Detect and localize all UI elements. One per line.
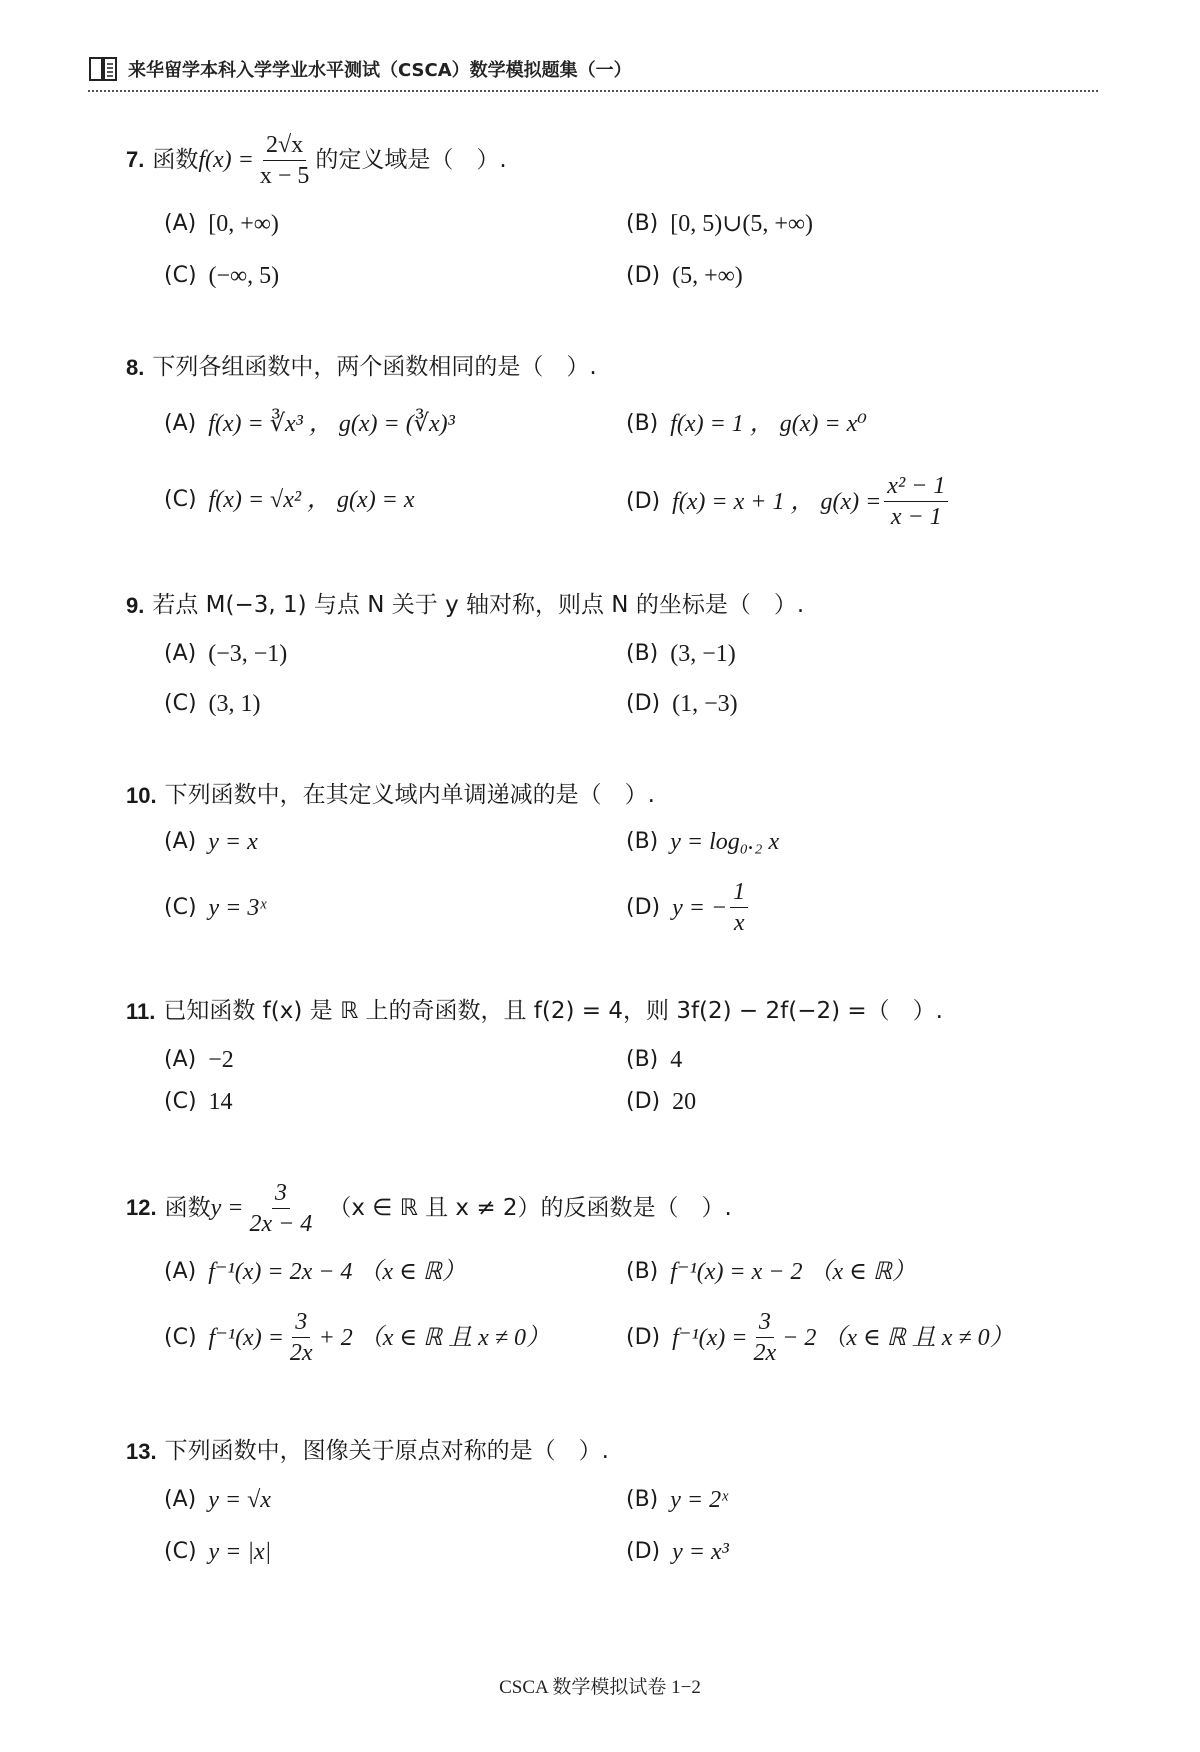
option-text: y = 3ˣ	[208, 895, 267, 921]
option-label: (A)	[164, 211, 197, 236]
option-text: f(x) = 1 ， g(x) = x⁰	[670, 411, 867, 437]
option-label: (D)	[626, 1324, 661, 1350]
option-label: (A)	[164, 1487, 197, 1512]
question-stem-fraction	[246, 1181, 315, 1236]
question-stem: 若点 M(−3, 1) 与点 N 关于 y 轴对称，则点 N 的坐标是（ ）.	[152, 592, 805, 618]
option-label: (A)	[164, 1259, 197, 1284]
page-footer: CSCA 数学模拟试卷 1−2	[499, 1677, 701, 1698]
question-number: 13.	[126, 1438, 157, 1464]
question-stem: 下列各组函数中，两个函数相同的是（ ）.	[152, 354, 597, 380]
question-stem: 已知函数 f(x) 是 ℝ 上的奇函数，且 f(2) = 4，则 3f(2) − 2f(−2) =（ ）.	[163, 998, 943, 1024]
question-8	[126, 356, 597, 379]
option-label: (C)	[164, 691, 197, 716]
option-11c[interactable]	[164, 1090, 233, 1114]
question-9	[126, 594, 804, 617]
option-7c[interactable]	[164, 264, 279, 288]
option-9b[interactable]	[626, 642, 736, 666]
option-11a[interactable]	[164, 1048, 234, 1072]
question-stem-math: y =	[210, 1195, 244, 1221]
option-12c[interactable]	[164, 1310, 550, 1365]
option-10a[interactable]	[164, 830, 258, 854]
option-text-prefix: f⁻¹(x) =	[208, 1324, 284, 1351]
question-number: 10.	[126, 782, 157, 808]
question-stem-prefix: 函数	[164, 1194, 211, 1221]
question-stem-suffix: （x ∈ ℝ 且 x ≠ 2）的反函数是（ ）.	[328, 1194, 732, 1221]
header-divider	[88, 90, 1098, 92]
option-label: (D)	[626, 691, 661, 716]
option-12a[interactable]	[164, 1260, 466, 1284]
question-stem-prefix: 函数	[152, 146, 199, 173]
option-9a[interactable]	[164, 642, 287, 666]
option-fraction	[287, 1310, 316, 1365]
option-text: 14	[208, 1089, 233, 1115]
question-13	[126, 1440, 609, 1463]
option-11d[interactable]	[626, 1090, 696, 1114]
option-label: (A)	[164, 641, 197, 666]
question-stem: 下列函数中，图像关于原点对称的是（ ）.	[164, 1438, 609, 1464]
fraction-denominator: x	[733, 910, 745, 936]
option-13b[interactable]	[626, 1488, 728, 1512]
option-13c[interactable]	[164, 1540, 271, 1564]
option-label: (C)	[164, 487, 197, 512]
option-text: f⁻¹(x) = x − 2 （x ∈ ℝ）	[670, 1259, 916, 1285]
option-text: y = |x|	[208, 1539, 272, 1565]
question-stem-fraction	[257, 133, 313, 188]
option-label: (C)	[164, 1324, 197, 1350]
fraction-denominator: x − 1	[890, 504, 942, 530]
option-13a[interactable]	[164, 1488, 271, 1512]
fraction-denominator: x − 5	[259, 162, 310, 189]
option-label: (C)	[164, 1539, 197, 1564]
option-text: (1, −3)	[672, 691, 738, 717]
option-9c[interactable]	[164, 692, 261, 716]
fraction-numerator: 3	[292, 1310, 310, 1338]
header-title: 来华留学本科入学学业水平测试（CSCA）数学模拟题集（一）	[128, 60, 632, 81]
option-label: (B)	[626, 1047, 659, 1072]
page-header	[88, 50, 1098, 88]
option-label: (C)	[164, 263, 197, 288]
question-stem-math: f(x) =	[198, 147, 254, 173]
question-number: 9.	[126, 592, 145, 618]
option-8a[interactable]	[164, 412, 455, 436]
option-label: (A)	[164, 829, 197, 854]
option-text: y = 2ˣ	[670, 1487, 728, 1513]
option-7d[interactable]	[626, 264, 743, 288]
option-label: (A)	[164, 1047, 197, 1072]
option-label: (B)	[626, 829, 659, 854]
option-text: y = log₀.₂ x	[670, 829, 780, 855]
option-9d[interactable]	[626, 692, 738, 716]
option-7b[interactable]	[626, 212, 813, 236]
option-10d[interactable]	[626, 880, 751, 935]
option-label: (B)	[626, 1259, 659, 1284]
option-text: [0, +∞)	[208, 211, 279, 237]
option-text: y = x	[208, 829, 258, 855]
option-fraction	[730, 880, 748, 935]
question-number: 11.	[126, 998, 156, 1024]
question-7	[126, 131, 507, 189]
option-label: (D)	[626, 894, 661, 920]
option-text: f⁻¹(x) = 2x − 4 （x ∈ ℝ）	[208, 1259, 466, 1285]
option-text: [0, 5)∪(5, +∞)	[670, 211, 813, 237]
option-text: 20	[672, 1089, 697, 1115]
option-text: (3, −1)	[670, 641, 736, 667]
fraction-denominator: 2x	[289, 1340, 313, 1366]
fraction-numerator: 2√x	[263, 133, 306, 161]
fraction-numerator: 1	[730, 880, 748, 908]
question-11	[126, 1000, 943, 1023]
option-11b[interactable]	[626, 1048, 682, 1072]
option-text: (3, 1)	[208, 691, 261, 717]
option-label: (D)	[626, 1539, 661, 1564]
question-10	[126, 784, 655, 807]
option-label: (D)	[626, 488, 661, 514]
question-12	[126, 1180, 732, 1236]
option-text-prefix: y = −	[672, 894, 728, 921]
option-8b[interactable]	[626, 412, 867, 436]
option-8c[interactable]	[164, 488, 415, 512]
option-text: f(x) = √x² ， g(x) = x	[208, 487, 415, 513]
option-label: (B)	[626, 1487, 659, 1512]
option-10b[interactable]	[626, 830, 779, 854]
option-text: (−3, −1)	[208, 641, 288, 667]
option-label: (B)	[626, 411, 659, 436]
option-7a[interactable]	[164, 212, 279, 236]
option-text-prefix: f(x) = x + 1 ， g(x) =	[672, 488, 882, 515]
option-text-suffix: − 2 （x ∈ ℝ 且 x ≠ 0）	[782, 1324, 1014, 1351]
option-text: (−∞, 5)	[208, 263, 280, 289]
option-text: y = x³	[672, 1539, 729, 1565]
fraction-numerator: x² − 1	[884, 474, 948, 502]
fraction-denominator: 2x − 4	[249, 1210, 313, 1237]
option-label: (C)	[164, 1089, 197, 1114]
question-number: 12.	[126, 1195, 157, 1220]
option-text: −2	[208, 1047, 234, 1073]
option-text: f(x) = ∛x³ ， g(x) = (∛x)³	[208, 411, 455, 437]
book-icon	[88, 55, 118, 83]
fraction-numerator: 3	[756, 1310, 774, 1338]
option-text-suffix: + 2 （x ∈ ℝ 且 x ≠ 0）	[318, 1324, 551, 1351]
option-12d[interactable]	[626, 1310, 1014, 1365]
option-label: (C)	[164, 895, 197, 920]
option-label: (A)	[164, 411, 197, 436]
question-number: 8.	[126, 354, 145, 380]
option-12b[interactable]	[626, 1260, 916, 1284]
option-label: (B)	[626, 641, 659, 666]
option-text: y = √x	[208, 1487, 271, 1513]
question-number: 7.	[126, 147, 145, 172]
option-label: (D)	[626, 1089, 661, 1114]
option-text: (5, +∞)	[672, 263, 743, 289]
fraction-numerator: 3	[272, 1181, 290, 1209]
option-text: 4	[670, 1047, 683, 1073]
option-fraction	[750, 1310, 779, 1365]
question-stem: 下列函数中，在其定义域内单调递减的是（ ）.	[164, 782, 655, 808]
option-text-prefix: f⁻¹(x) =	[672, 1324, 748, 1351]
option-label: (D)	[626, 263, 661, 288]
option-label: (B)	[626, 211, 659, 236]
fraction-denominator: 2x	[753, 1340, 777, 1366]
option-8d[interactable]	[626, 474, 951, 529]
option-13d[interactable]	[626, 1540, 729, 1564]
question-stem-suffix: 的定义域是（ ）.	[315, 146, 507, 173]
option-10c[interactable]	[164, 896, 266, 920]
option-fraction	[884, 474, 948, 529]
